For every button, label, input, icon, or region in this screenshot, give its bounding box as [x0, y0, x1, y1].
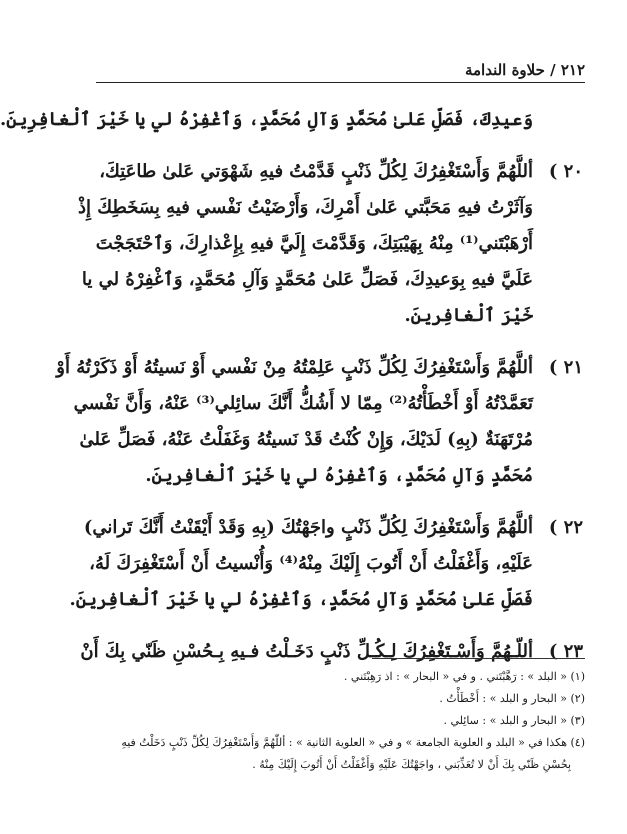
- footnote: (٢) « البحار و البلد » : أَخْطَأْتُ .: [439, 692, 585, 705]
- text-line: [96, 154, 583, 190]
- footnotes: [94, 666, 585, 776]
- text-line-content: مُحَمَّدٍ وَآلِ مُحَمَّدٍ، وَٱغْفِرْهُ لي يا خَيْرَ ٱلْغافِرينَ.: [145, 465, 533, 486]
- paragraph-gap: [96, 618, 583, 634]
- text-line-content: أللّـهُمَّ وَأَسْـتَغْفِرُكَ لِـكُـلِّ ذَنْبٍ دَخَـلْتُ فـيهِ بِـحُسْنِ ظَنّي بِكَ أَنْ: [80, 641, 533, 662]
- text-line: [83, 510, 583, 546]
- text-line: [78, 190, 583, 226]
- text-line-content: أللَّهُمَّ وَأَسْتَغْفِرُكَ لِكُلِّ ذَنْبٍ قَدَّمْتُ فيهِ شَهْوَتي عَلىٰ طاعَتِكَ،: [99, 161, 533, 182]
- text-line-content: تَعَمَّدْتُهُ أَوْ أَخْطَأْتُهُ⁽²⁾ مِمّا لا أَشُكُّ أَنَّكَ سائِلي⁽³⁾ عَنْهُ، وَأَنَّ نَفْسي: [73, 393, 533, 414]
- text-line: [96, 298, 583, 334]
- text-line-content: أللَّهُمَّ وَأَسْتَغْفِرُكَ لِكُلِّ ذَنْبٍ واجَهْتُكَ (بِهِ وَقَدْ أَيْقَنْتُ أَنَّكَ تَراني): [83, 517, 533, 538]
- footnote: (٤) هكذا في « البلد و العلوية الجامعة » و في « العلوية الثانية » : أللّٰهُمَّ وَأَسْتَغْفِرُكَ لِكُلِّ ذَنْبٍ دَخَلْتُ فيهِ: [121, 736, 585, 749]
- text-line: [96, 226, 583, 262]
- paragraph-gap: [96, 138, 583, 154]
- text-line-content: عَلَيْهِ، وَأَغْفَلْتُ أَنْ أَتُوبَ إِلَيْكَ مِنْهُ⁽⁴⁾ وَأُنْسيتُ أَنْ أَسْتَغْفِرَكَ لَهُ،: [89, 553, 533, 574]
- paragraph-number: ٢٠ ): [548, 161, 583, 182]
- text-line: [89, 546, 583, 582]
- footnote-separator: [372, 658, 585, 659]
- text-line-content: أَرْهَبْتَني⁽¹⁾ مِنْهُ بِهَيْبَتِكَ، وَقَدَّمْتَ إِلَيَّ فيهِ بِإِعْذارِكَ، وَٱحْتَجَجْتَ: [95, 233, 533, 254]
- text-line: [56, 350, 583, 386]
- text-line: [96, 458, 583, 494]
- paragraph-number: ٢٢ ): [548, 517, 583, 538]
- running-head: ٢١٢ / حلاوة الندامة: [464, 61, 585, 79]
- paragraph-number: ٢٣ ): [548, 641, 583, 662]
- paragraph-gap: [96, 334, 583, 350]
- text-line: [81, 262, 583, 298]
- text-line: [73, 386, 583, 422]
- footnote: (٣) « البحار و البلد » : سائِلي .: [443, 714, 585, 727]
- footnote-continuation: بِحُسْنِ ظَنّي بِكَ أَنْ لا تُعَذِّبَني ، واجَهْتُكَ عَلَيْهِ وَأَغْفَلْتُ أَنْ أَتُوبَ إِلَيْكَ مِنْهُ .: [252, 758, 571, 771]
- text-line-content: وَعيدِكَ، فَصَلِّ عَلىٰ مُحَمَّدٍ وَآلِ مُحَمَّدٍ، وَٱغْفِرْهُ لي يا خَيْرَ ٱلْغافِرِينَ.: [0, 109, 533, 130]
- text-line: [80, 634, 583, 670]
- text-line-content: فَصَلِّ عَلىٰ مُحَمَّدٍ وَآلِ مُحَمَّدٍ، وَٱغْفِرْهُ لي يا خَيْرَ ٱلْغافِرينَ.: [69, 589, 533, 610]
- text-line-content: خَيْرَ ٱلْغافِرينَ.: [404, 305, 533, 326]
- text-line-content: وَآثَرْتُ فيهِ مَحَبَّتي عَلىٰ أَمْرِكَ، وَأَرْضَيْتُ نَفْسي فيهِ بِسَخَطِكَ إِذْ: [78, 197, 533, 218]
- footnote: (١) « البلد » : رَهَّبْتَني . و في « البحار » : اذ رَهِبْتَني .: [343, 670, 585, 683]
- paragraph-gap: [96, 494, 583, 510]
- text-line: [79, 422, 583, 458]
- page-header: [96, 60, 585, 83]
- text-line-content: مُرْتَهَنَةٌ (بِهِ) لَدَيْكَ، وَإِنْ كُنْتُ قَدْ نَسيتُهُ وَغَفَلْتُ عَنْهُ، فَصَلِّ عَلىٰ: [79, 429, 533, 450]
- paragraph-number: ٢١ ): [548, 357, 583, 378]
- text-line-content: أللَّهُمَّ وَأَسْتَغْفِرُكَ لِكُلِّ ذَنْبٍ عَلِمْتُهُ مِنْ نَفْسي أَوْ نَسيتُهُ أَوْ ذَكَرْتُهُ أَوْ: [56, 357, 533, 378]
- text-line-content: عَلَيَّ فيهِ بِوَعيدِكَ، فَصَلِّ عَلىٰ مُحَمَّدٍ وَآلِ مُحَمَّدٍ، وَٱغْفِرْهُ لي يا: [81, 269, 533, 290]
- text-line: [0, 102, 583, 138]
- prayer-text: [0, 102, 583, 670]
- text-line: [69, 582, 583, 618]
